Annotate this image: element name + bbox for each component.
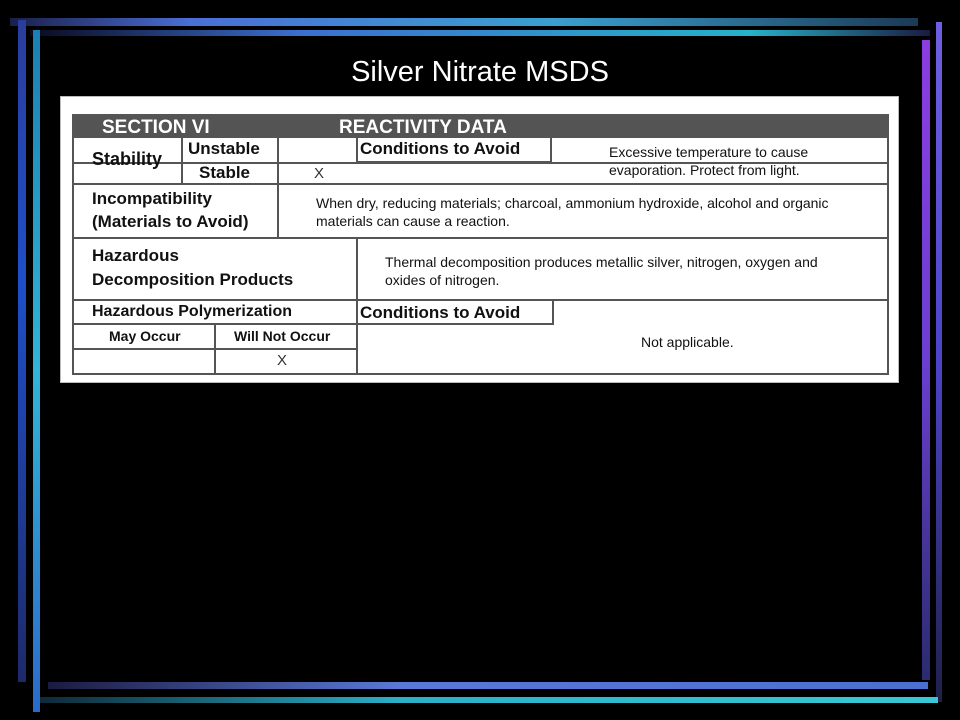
frame-bar-bottom xyxy=(40,697,938,703)
frame-bar-left-inner xyxy=(33,30,40,712)
frame-bar-bottom-inner xyxy=(48,682,928,689)
stable-label: Stable xyxy=(199,163,251,182)
may-occur-label: May Occur xyxy=(109,328,181,344)
row-divider xyxy=(74,237,887,239)
stability-conditions-line1: Excessive temperature to cause xyxy=(609,144,809,160)
decomposition-text-line2: oxides of nitrogen. xyxy=(385,272,500,288)
decomposition-text-line1: Thermal decomposition produces metallic silver, nitrogen, oxygen and xyxy=(385,254,818,270)
row-divider xyxy=(74,183,887,185)
incompatibility-sublabel: (Materials to Avoid) xyxy=(92,212,249,231)
col-divider xyxy=(277,183,279,237)
frame-bar-left xyxy=(18,20,26,682)
frame-bar-top xyxy=(10,18,918,26)
col-divider xyxy=(214,323,216,373)
decomposition-label: Hazardous xyxy=(92,246,179,265)
section-name: REACTIVITY DATA xyxy=(339,117,507,138)
frame-bar-top-inner xyxy=(30,30,930,36)
will-not-occur-mark: X xyxy=(277,352,288,369)
section-number: SECTION VI xyxy=(102,117,210,138)
decomposition-sublabel: Decomposition Products xyxy=(92,270,294,289)
frame-bar-right xyxy=(936,22,942,702)
col-divider xyxy=(277,138,279,184)
unstable-label: Unstable xyxy=(188,139,260,158)
incompatibility-text-line1: When dry, reducing materials; charcoal, ammonium hydroxide, alcohol and organic xyxy=(316,195,829,211)
stable-mark: X xyxy=(314,165,325,182)
incompatibility-label: Incompatibility xyxy=(92,189,212,208)
stability-conditions-label: Conditions to Avoid xyxy=(360,139,521,158)
stability-label: Stability xyxy=(92,149,163,169)
section-header xyxy=(74,116,887,138)
polymerization-conditions-label: Conditions to Avoid xyxy=(360,303,521,322)
col-divider xyxy=(181,138,183,184)
slide-title: Silver Nitrate MSDS xyxy=(351,56,609,88)
incompatibility-text-line2: materials can cause a reaction. xyxy=(316,213,510,229)
msds-image-frame xyxy=(60,96,899,383)
stability-conditions-line2: evaporation. Protect from light. xyxy=(609,162,800,178)
will-not-occur-label: Will Not Occur xyxy=(234,328,331,344)
reactivity-data-table xyxy=(72,114,889,375)
polymerization-label: Hazardous Polymerization xyxy=(92,303,293,320)
polymerization-conditions-text: Not applicable. xyxy=(641,334,734,350)
frame-bar-right-inner xyxy=(922,40,930,680)
